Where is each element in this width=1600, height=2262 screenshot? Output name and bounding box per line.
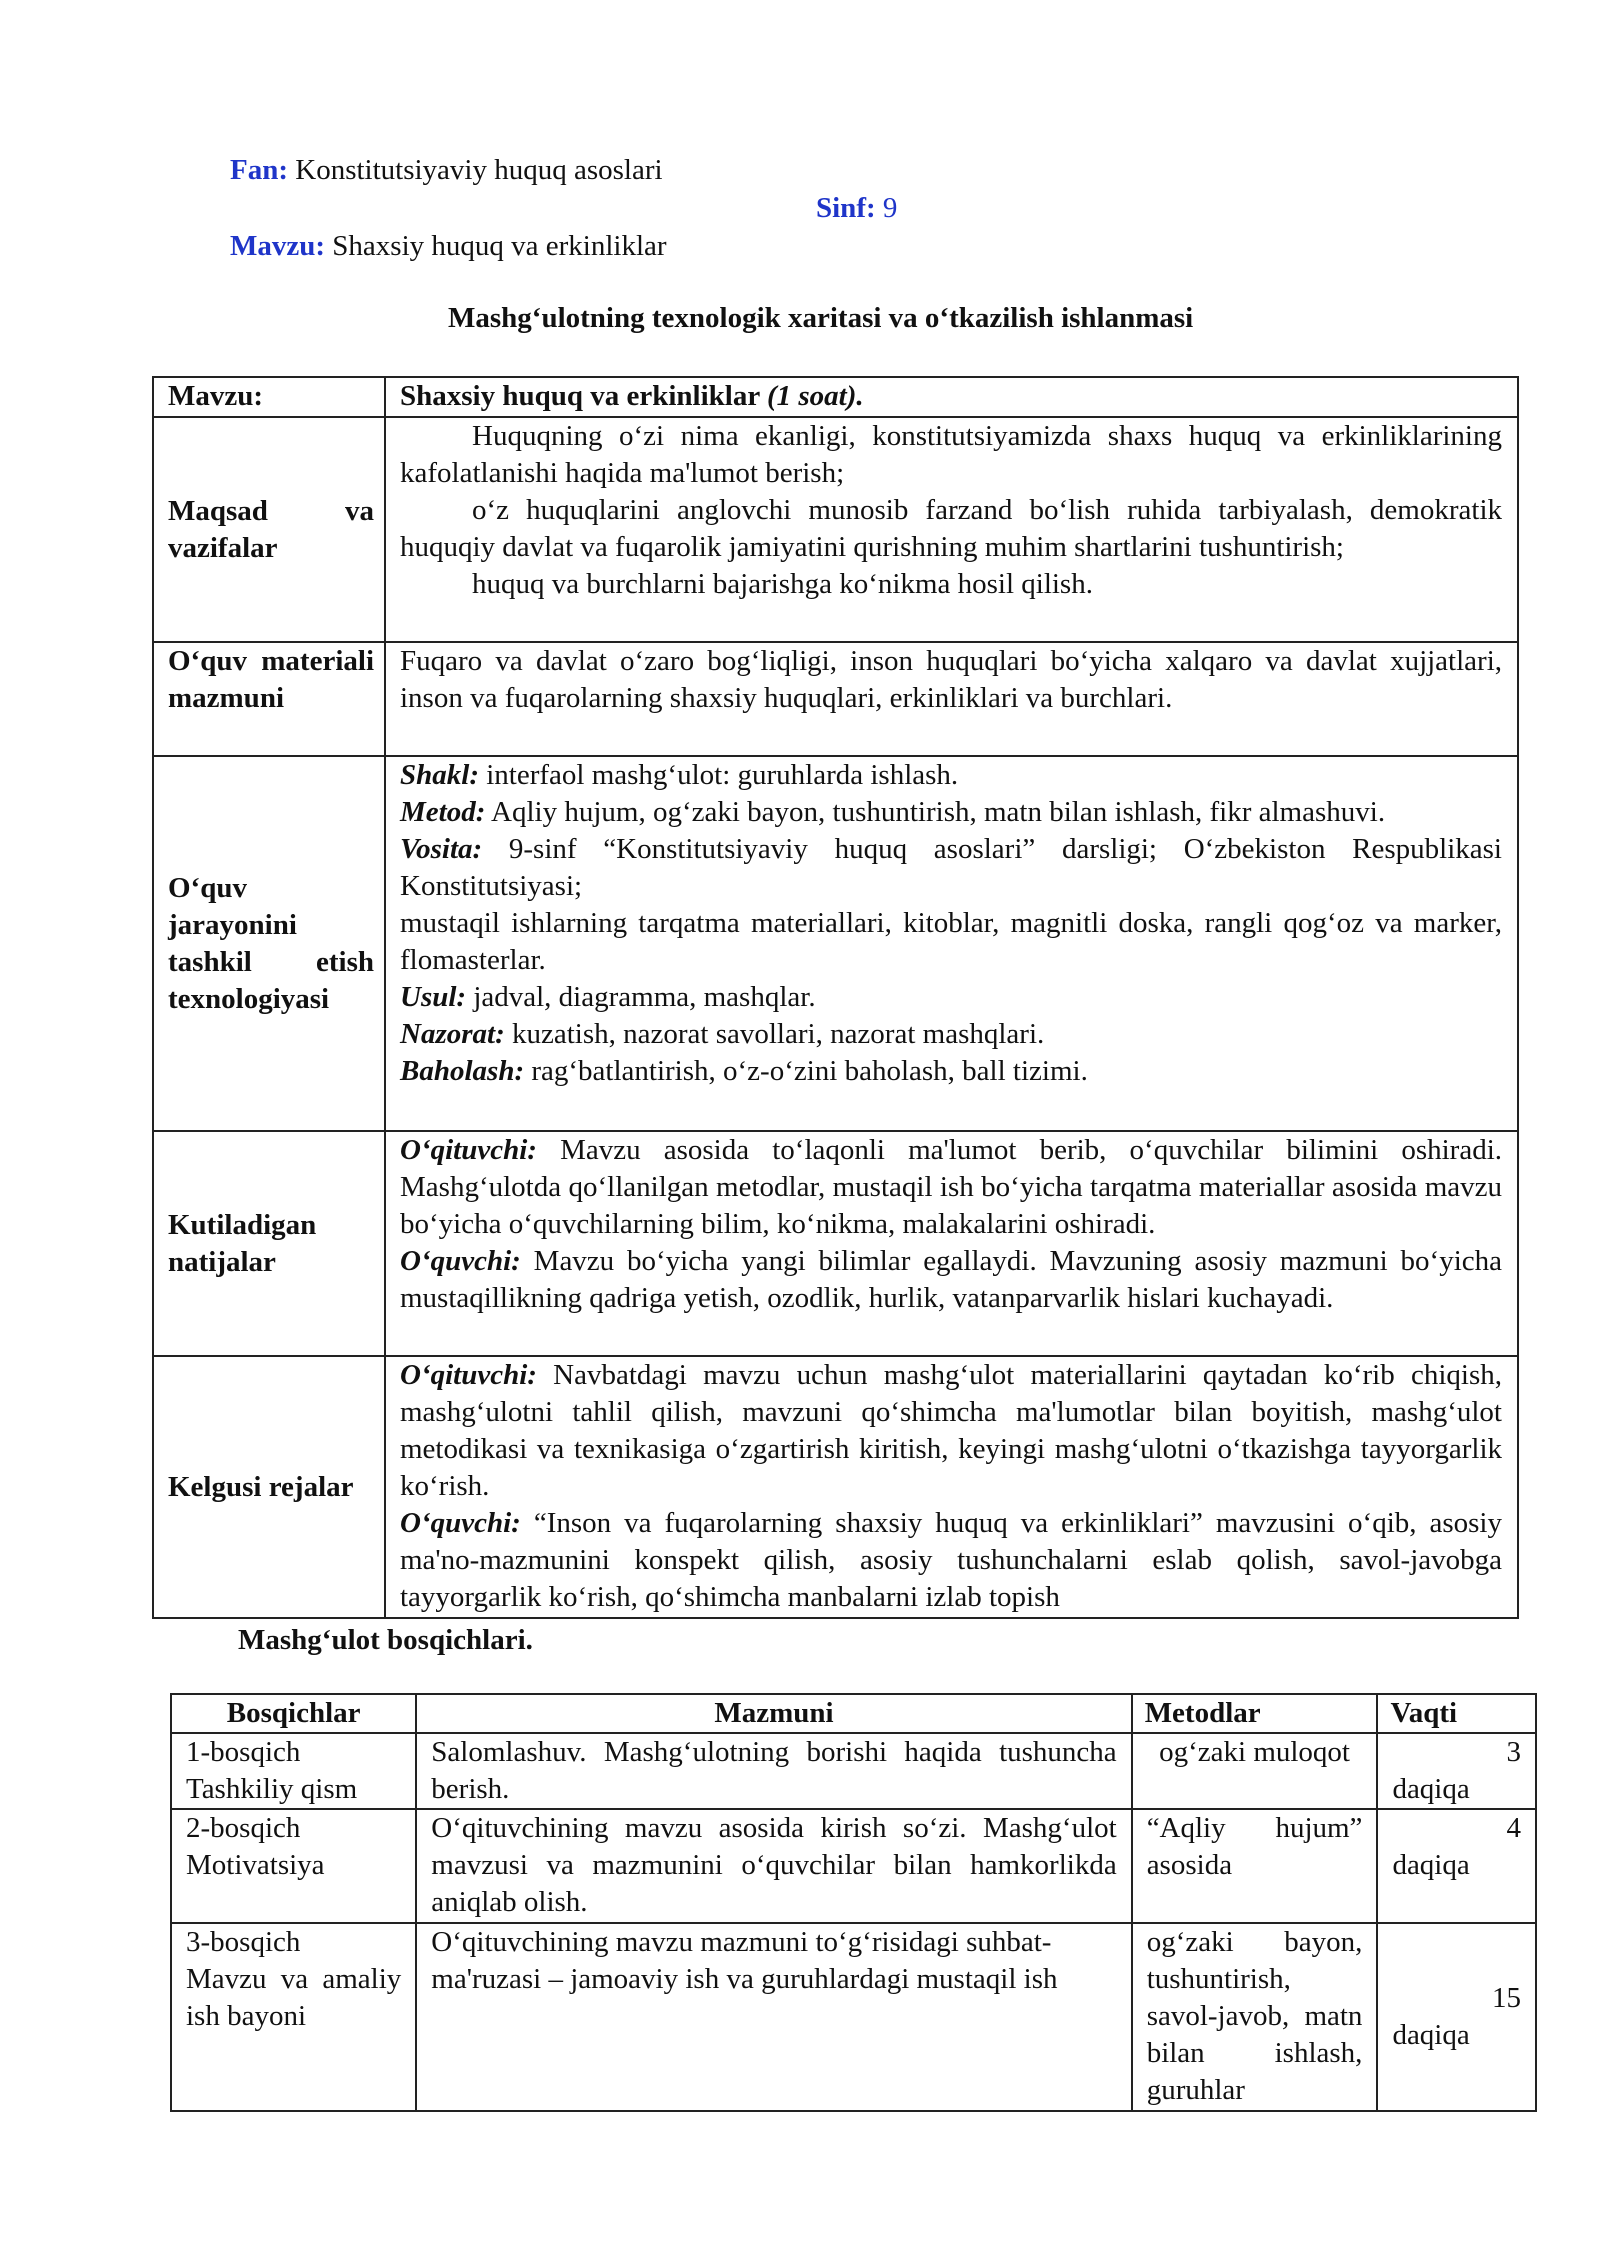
subject-value: Konstitutsiyaviy huquq asoslari [288, 154, 663, 186]
table-row [153, 1131, 1518, 1356]
plans-teacher-text: Navbatdagi mavzu uchun mashg‘ulot materiallarini qaytadan ko‘rib chiqish, mashg‘ulotni tahlil qilish, mavzuni qo‘shimcha ma'lumotlar bilan boyitish, mashg‘ulot metodikasi va texnikasiga o‘zgartirish kiritish, keyingi mashg‘ulotni o‘tkazishga tayyorgarlik ko‘rish. [400, 1359, 1502, 1502]
content-row-label: O‘quv materiali mazmuni [153, 642, 385, 756]
form-text: interfaol mashg‘ulot: guruhlarda ishlash. [478, 759, 959, 791]
technology-row-value [385, 756, 1518, 1131]
time-unit: daqiqa [1392, 1773, 1470, 1805]
time-value: 15 [1492, 1982, 1521, 2014]
technology-row-label: O‘quv jarayonini tashkil etish texnologiyasi [153, 756, 385, 1131]
time-cell [1377, 1809, 1536, 1923]
document-title: Mashg‘ulotning texnologik xaritasi va o‘tkazilish ishlanmasi [448, 302, 1194, 334]
assessment-line [400, 1053, 1502, 1090]
technique-label: Usul: [400, 981, 467, 1013]
table-row [153, 417, 1518, 642]
table-row [171, 1809, 1536, 1923]
column-header: Mazmuni [416, 1694, 1131, 1733]
results-student [400, 1243, 1502, 1317]
grade-line [816, 190, 897, 226]
method-cell: og‘zaki bayon, tushuntirish, savol-javob, matn bilan ishlash, guruhlar [1132, 1923, 1378, 2111]
form-line [400, 757, 1502, 794]
content-cell: O‘qituvchining mavzu mazmuni to‘g‘risidagi suhbat-ma'ruzasi – jamoaviy ish va guruhlardagi mustaqil ish [416, 1923, 1131, 2111]
control-label: Nazorat: [400, 1018, 505, 1050]
topic-row-hours: (1 soat). [766, 380, 864, 412]
plans-teacher-label: O‘qituvchi: [400, 1359, 537, 1391]
grade-label: Sinf: [816, 192, 876, 224]
table-row [153, 1356, 1518, 1618]
stage-name: Mavzu va amaliy ish bayoni [186, 1963, 402, 2032]
goals-row-label: Maqsad va vazifalar [153, 417, 385, 642]
stage-cell [171, 1923, 416, 2111]
time-cell [1377, 1733, 1536, 1809]
results-student-label: O‘quvchi: [400, 1245, 521, 1277]
topic-row-text: Shaxsiy huquq va erkinliklar [400, 380, 767, 412]
results-teacher-label: O‘qituvchi: [400, 1134, 537, 1166]
results-teacher-text: Mavzu asosida to‘laqonli ma'lumot berib, o‘quvchilar bilimini oshiradi. Mashg‘ulotda qo‘llanilgan metodlar, mustaqil ish bo‘yicha tarqatma materiallar asosida mavzu bo‘yicha o‘quvchilarning bilim, ko‘nikma, malakalarini oshiradi. [400, 1134, 1502, 1240]
stages-table [170, 1693, 1537, 2112]
stage-name: Motivatsiya [186, 1849, 325, 1881]
column-header: Vaqti [1377, 1694, 1536, 1733]
stage-cell [171, 1733, 416, 1809]
control-text: kuzatish, nazorat savollari, nazorat mashqlari. [504, 1018, 1045, 1050]
stage-cell [171, 1809, 416, 1923]
results-row-label: Kutiladigan natijalar [153, 1131, 385, 1356]
means-text: 9-sinf “Konstitutsiyaviy huquq asoslari” darsligi; O‘zbekiston Respublikasi Konstitutsiyasi; [400, 833, 1502, 902]
plans-student-label: O‘quvchi: [400, 1507, 521, 1539]
means-line-2: mustaqil ishlarning tarqatma materiallari, kitoblar, magnitli doska, rangli qog‘oz va marker, flomasterlar. [400, 907, 1502, 976]
table-row [153, 642, 1518, 756]
time-value: 3 [1506, 1736, 1521, 1768]
technique-line [400, 979, 1502, 1016]
method-cell: og‘zaki muloqot [1132, 1733, 1378, 1809]
control-line [400, 1016, 1502, 1053]
subject-label: Fan: [230, 154, 288, 186]
content-row-value: Fuqaro va davlat o‘zaro bog‘liqligi, inson huquqlari bo‘yicha xalqaro va davlat xujjatlari, inson va fuqarolarning shaxsiy huquqlari, erkinliklari va burchlari. [385, 642, 1518, 756]
table-header-row [171, 1694, 1536, 1733]
content-cell: Salomlashuv. Mashg‘ulotning borishi haqida tushuncha berish. [416, 1733, 1131, 1809]
topic-line [230, 228, 667, 264]
results-row-value [385, 1131, 1518, 1356]
plans-teacher [400, 1357, 1502, 1505]
table-row [153, 756, 1518, 1131]
grade-value: 9 [875, 192, 898, 224]
time-value: 4 [1506, 1812, 1521, 1844]
plans-row-label: Kelgusi rejalar [153, 1356, 385, 1618]
method-line [400, 794, 1502, 831]
stage-number: 2-bosqich [186, 1812, 301, 1844]
technique-text: jadval, diagramma, mashqlar. [466, 981, 816, 1013]
means-line [400, 831, 1502, 905]
topic-label: Mavzu: [230, 230, 326, 262]
goals-paragraph: o‘z huquqlarini anglovchi munosib farzand bo‘lish ruhida tarbiyalash, demokratik huquqiy davlat va fuqarolik jamiyatini qurishning muhim shartlarini tushuntirish; [400, 494, 1502, 563]
stage-name: Tashkiliy qism [186, 1773, 358, 1805]
topic-value: Shaxsiy huquq va erkinliklar [325, 230, 667, 262]
results-teacher [400, 1132, 1502, 1243]
method-label: Metod: [400, 796, 486, 828]
content-cell: O‘qituvchining mavzu asosida kirish so‘zi. Mashg‘ulot mavzusi va mazmunini o‘quvchilar bilan hamkorlikda aniqlab olish. [416, 1809, 1131, 1923]
results-student-text: Mavzu bo‘yicha yangi bilimlar egallaydi. Mavzuning asosiy mazmuni bo‘yicha mustaqillikning qadriga yetish, ozodlik, hurlik, vatanparvarlik hislari kuchayadi. [400, 1245, 1502, 1314]
table-row [171, 1733, 1536, 1809]
time-cell [1377, 1923, 1536, 2111]
technological-map-table [152, 376, 1519, 1619]
table-row [171, 1923, 1536, 2111]
stage-number: 1-bosqich [186, 1736, 301, 1768]
stages-heading: Mashg‘ulot bosqichlari. [238, 1624, 533, 1656]
column-header: Bosqichlar [171, 1694, 416, 1733]
means-label: Vosita: [400, 833, 483, 865]
plans-student-text: “Inson va fuqarolarning shaxsiy huquq va erkinliklari” mavzusini o‘qib, asosiy ma'no-mazmunini konspekt qilish, asosiy tushunchalarni eslab qolish, savol-javobga tayyorgarlik ko‘rish, qo‘shimcha manbalarni izlab topish [400, 1507, 1502, 1613]
assessment-label: Baholash: [400, 1055, 525, 1087]
assessment-text: rag‘batlantirish, o‘z-o‘zini baholash, ball tizimi. [524, 1055, 1088, 1087]
goals-row-value [385, 417, 1518, 642]
time-unit: daqiqa [1392, 2019, 1470, 2051]
form-label: Shakl: [400, 759, 479, 791]
subject-line [230, 152, 663, 188]
stage-number: 3-bosqich [186, 1926, 301, 1958]
topic-row-label: Mavzu: [153, 377, 385, 417]
time-unit: daqiqa [1392, 1849, 1470, 1881]
goals-paragraph: huquq va burchlarni bajarishga ko‘nikma hosil qilish. [472, 568, 1093, 600]
goals-paragraph: Huquqning o‘zi nima ekanligi, konstitutsiyamizda shaxs huquq va erkinliklarining kafolatlanishi haqida ma'lumot berish; [400, 420, 1502, 489]
method-cell: “Aqliy hujum” asosida [1132, 1809, 1378, 1923]
plans-row-value [385, 1356, 1518, 1618]
topic-row-value [385, 377, 1518, 417]
plans-student [400, 1505, 1502, 1616]
method-text: Aqliy hujum, og‘zaki bayon, tushuntirish, matn bilan ishlash, fikr almashuvi. [485, 796, 1386, 828]
table-row [153, 377, 1518, 417]
column-header: Metodlar [1132, 1694, 1378, 1733]
